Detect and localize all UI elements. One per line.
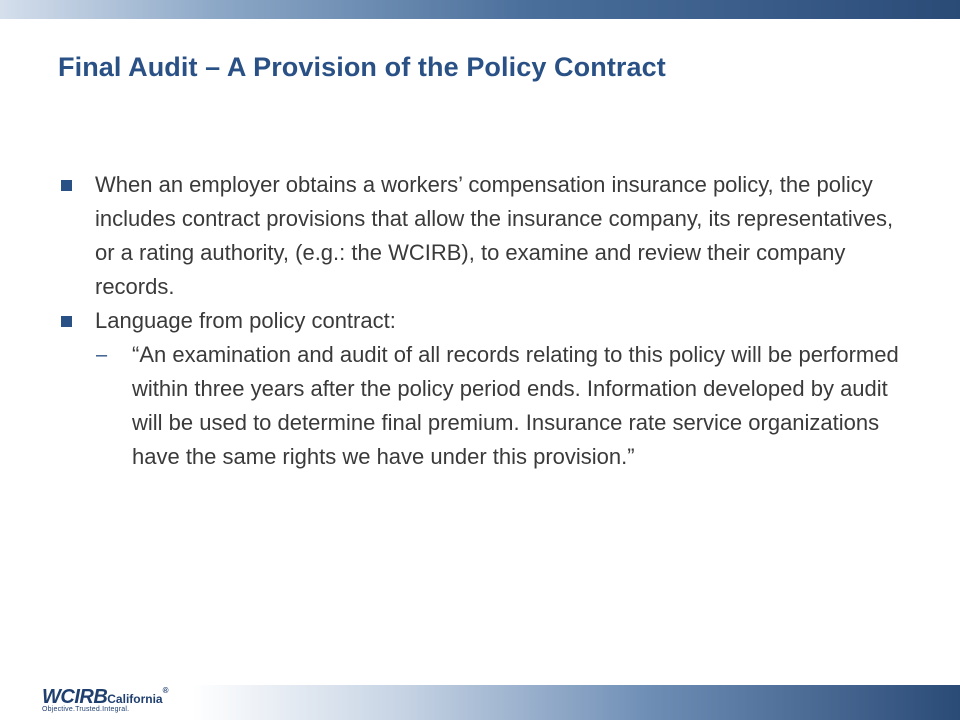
- bullet-item: [58, 304, 918, 338]
- logo-region: California: [107, 692, 163, 706]
- sub-bullet-item: [58, 338, 918, 474]
- bullet-text: Language from policy contract:: [95, 308, 396, 333]
- registered-mark: ®: [162, 686, 169, 695]
- logo-tagline: Objective.Trusted.Integral.: [42, 706, 130, 713]
- square-bullet-icon: [61, 180, 72, 191]
- bullet-text: When an employer obtains a workers’ compensation insurance policy, the policy includes contract provisions that allow the insurance company, its representatives, or a rating authority, (e.g.: the WCIRB), to examine and review their company records.: [95, 172, 894, 299]
- slide-body: [58, 168, 918, 474]
- square-bullet-icon: [61, 316, 72, 327]
- dash-bullet-icon: –: [96, 344, 108, 366]
- logo-name: WCIRB: [42, 686, 108, 708]
- sub-bullet-text: “An examination and audit of all records relating to this policy will be performed within three years after the policy period ends. Information developed by audit will be used to determine final premium. Insurance rate service organizations have the same rights we have under this provision.”: [132, 342, 899, 469]
- bullet-item: [58, 168, 918, 304]
- slide-title: Final Audit – A Provision of the Policy Contract: [58, 52, 666, 82]
- top-decorative-bar: [0, 0, 960, 19]
